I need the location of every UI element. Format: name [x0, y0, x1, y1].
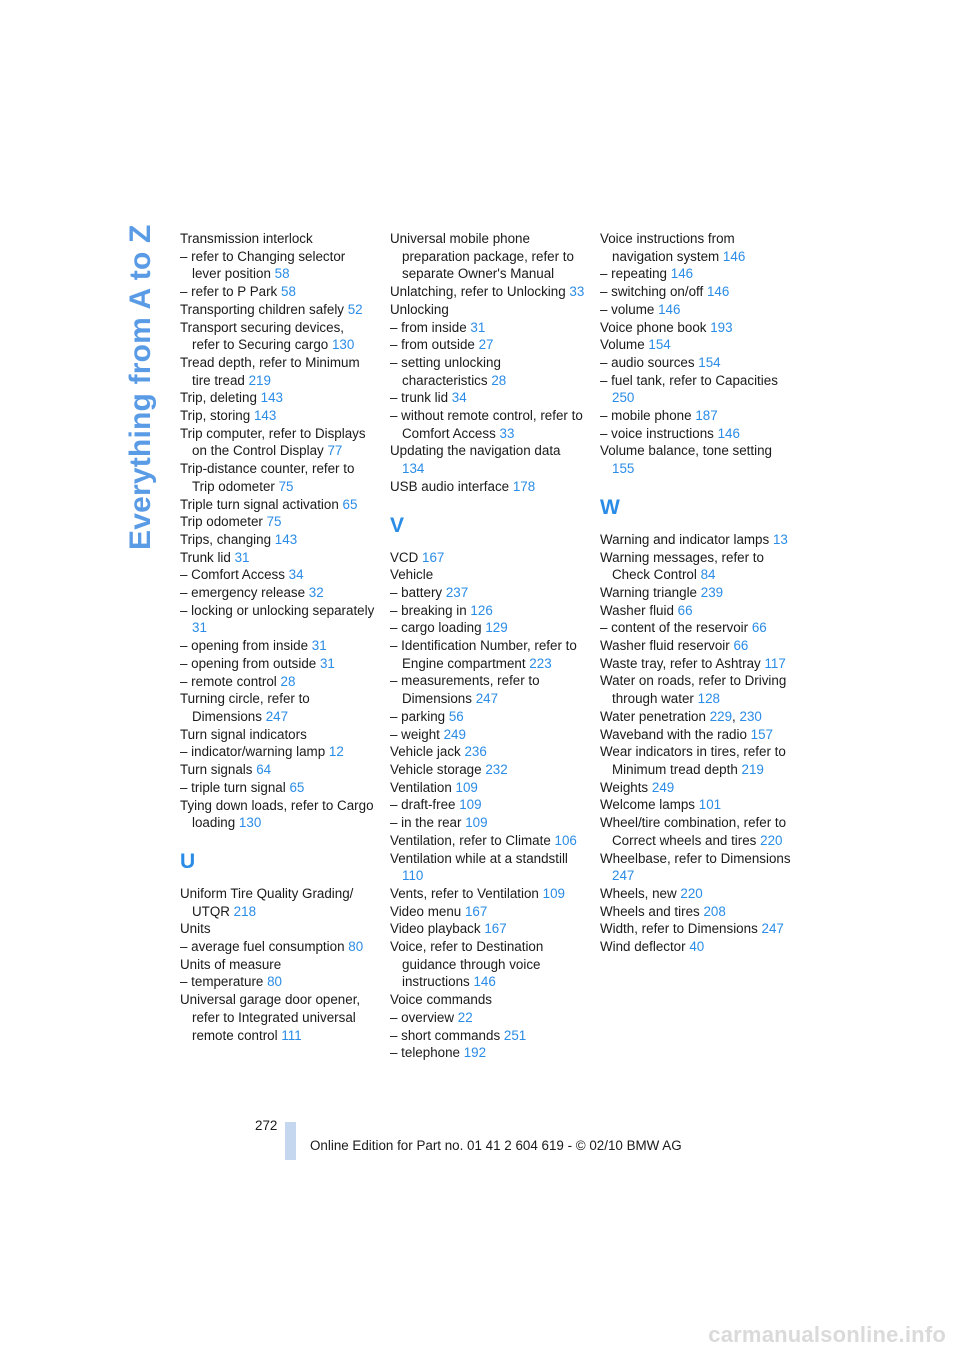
index-entry-text: – content of the reservoir	[600, 620, 749, 636]
page-link[interactable]: 28	[280, 673, 296, 689]
page-link[interactable]: 66	[733, 638, 749, 654]
index-entry-text: Water penetration	[600, 708, 706, 724]
page-link[interactable]: 193	[710, 319, 733, 335]
index-entry-text: – audio sources	[600, 354, 695, 370]
page-link[interactable]: 31	[470, 319, 486, 335]
page-link[interactable]: 32	[308, 585, 324, 601]
index-entry	[390, 584, 585, 602]
index-entry-text: – opening from outside	[180, 655, 317, 671]
page-link[interactable]: 230	[739, 708, 762, 724]
page-link[interactable]: 12	[328, 744, 344, 760]
index-entry-text: – repeating	[600, 266, 668, 282]
index-entry	[600, 549, 795, 584]
index-entry-text: – fuel tank, refer to Capacities	[600, 372, 778, 388]
page-link[interactable]: 187	[695, 408, 718, 424]
index-entry-text: – volume	[600, 301, 655, 317]
index-entry-text: Washer fluid reservoir	[600, 638, 730, 654]
page-link[interactable]: 249	[443, 726, 466, 742]
page-link[interactable]: 247	[475, 691, 499, 707]
index-entry	[180, 301, 375, 319]
index-entry	[600, 584, 795, 602]
index-entry	[180, 761, 375, 779]
index-entry-text: Unlatching, refer to Unlocking	[390, 284, 566, 300]
page-link[interactable]: 75	[278, 478, 294, 494]
index-entry-text: Trunk lid	[180, 549, 231, 565]
index-entry	[180, 248, 375, 283]
index-entry	[390, 602, 585, 620]
index-entry-text: Wheels, new	[600, 885, 677, 901]
page-link[interactable]: 109	[459, 797, 482, 813]
page-link[interactable]: 134	[402, 461, 425, 477]
index-entry-text: – mobile phone	[600, 408, 692, 424]
index-entry	[600, 637, 795, 655]
index-entry-text: Water on roads, refer to Driving through water	[600, 673, 787, 707]
index-entry-text: – weight	[390, 726, 440, 742]
index-entry	[180, 938, 375, 956]
index-entry-text: Width, refer to Dimensions	[600, 921, 758, 937]
index-entry	[600, 230, 795, 265]
index-entry-text: – from outside	[390, 337, 475, 353]
page-link[interactable]: 40	[689, 939, 705, 955]
page-link[interactable]: 130	[331, 337, 355, 353]
index-entry-text: Voice, refer to Destination guidance through voice instructions	[390, 939, 544, 990]
index-entry	[390, 354, 585, 389]
index-entry-text: Wind deflector	[600, 939, 686, 955]
index-entry-text: – measurements, refer to Dimensions	[390, 673, 540, 707]
index-entry	[600, 602, 795, 620]
index-entry-text: Vehicle	[390, 567, 434, 583]
index-entry	[180, 797, 375, 832]
index-entry-text: – temperature	[180, 974, 264, 990]
page-link[interactable]: 66	[751, 620, 767, 636]
page-link[interactable]: 232	[485, 761, 508, 777]
index-entry-text: Turning circle, refer to Dimensions	[180, 691, 310, 724]
index-entry	[180, 991, 375, 1044]
page-link[interactable]: 64	[256, 762, 272, 778]
index-entry-text: – trunk lid	[390, 390, 449, 406]
index-entry-text: Weights	[600, 779, 649, 795]
index-entry-text: Uniform Tire Quality Grading/ UTQR	[180, 885, 354, 919]
index-entry	[180, 407, 375, 425]
page-link[interactable]: 33	[569, 284, 585, 300]
page-link[interactable]: 146	[658, 301, 681, 317]
index-entry	[390, 743, 585, 761]
index-entry-text: Washer fluid	[600, 602, 674, 618]
index-entry	[390, 549, 585, 567]
index-entry-text: Warning messages, refer to Check Control	[600, 549, 764, 583]
index-entry-text: – draft-free	[390, 797, 456, 813]
index-entry	[180, 230, 375, 248]
index-entry-text: Vehicle jack	[390, 744, 461, 760]
index-entry	[390, 1027, 585, 1045]
index-entry	[390, 814, 585, 832]
index-entry	[600, 903, 795, 921]
side-title	[124, 224, 158, 550]
index-entry	[600, 301, 795, 319]
page-link[interactable]: 143	[274, 531, 298, 547]
index-entry-text: Volume balance, tone setting	[600, 443, 772, 459]
index-entry	[390, 301, 585, 319]
index-entry-text: Turn signal indicators	[180, 726, 307, 742]
index-entry-text: Wear indicators in tires, refer to Minimum tread depth	[600, 744, 786, 777]
page-link[interactable]: 106	[554, 832, 577, 848]
page-link[interactable]: 31	[234, 549, 250, 565]
index-entry	[600, 354, 795, 372]
index-entry-text: Transport securing devices, refer to Securing cargo	[180, 319, 344, 353]
index-entry-text: Voice instructions from navigation system	[600, 231, 735, 264]
page-link[interactable]: 80	[267, 974, 283, 990]
index-entry	[600, 938, 795, 956]
page-link[interactable]: 109	[455, 779, 478, 795]
page-link[interactable]: 236	[464, 744, 487, 760]
index-entry-text: USB audio interface	[390, 478, 510, 494]
page-link[interactable]: 219	[741, 761, 764, 777]
page-link[interactable]: 128	[697, 691, 720, 707]
page-link[interactable]: 154	[648, 337, 671, 353]
index-entry	[390, 885, 585, 903]
index-entry-text: – refer to Changing selector lever position	[180, 248, 346, 282]
index-entry-text: VCD	[390, 549, 419, 565]
index-entry-text: Transmission interlock	[180, 231, 313, 246]
index-entry-text: – telephone	[390, 1045, 460, 1061]
index-entry-text: Voice phone book	[600, 319, 707, 335]
index-entry-text: – Comfort Access	[180, 567, 285, 583]
page-link[interactable]: 22	[457, 1009, 473, 1025]
page-link[interactable]: 33	[499, 425, 515, 441]
index-entry	[390, 319, 585, 337]
index-entry-text: – voice instructions	[600, 425, 714, 441]
index-entry-text: Waste tray, refer to Ashtray	[600, 655, 761, 671]
index-entry-text: – parking	[390, 708, 446, 724]
page-link[interactable]: 13	[772, 531, 788, 547]
index-entry	[180, 779, 375, 797]
index-entry	[600, 425, 795, 443]
index-entry-text: Turn signals	[180, 762, 253, 778]
index-entry	[180, 549, 375, 567]
index-entry-text: Vehicle storage	[390, 761, 482, 777]
index-entry-text: Ventilation	[390, 779, 452, 795]
index-entry	[600, 920, 795, 938]
page-link[interactable]: 117	[764, 655, 786, 671]
page-link[interactable]: 34	[288, 567, 304, 583]
page-link[interactable]: 31	[192, 620, 207, 636]
index-entry	[600, 796, 795, 814]
index-entry	[180, 726, 375, 744]
page-link[interactable]: 167	[484, 921, 507, 937]
letter-heading: U	[180, 849, 196, 873]
index-entry	[180, 920, 375, 938]
page-link[interactable]: 34	[451, 390, 467, 406]
index-entry	[600, 726, 795, 744]
page-link[interactable]: 65	[342, 496, 358, 512]
index-entry	[390, 283, 585, 301]
index-entry	[600, 531, 795, 549]
index-entry-text: Tying down loads, refer to Cargo loading	[180, 797, 374, 831]
page-link[interactable]: 52	[347, 301, 363, 317]
index-entry-text: Vents, refer to Ventilation	[390, 885, 539, 901]
index-entry	[390, 230, 585, 283]
index-entry	[390, 637, 585, 672]
index-entry	[180, 885, 375, 920]
index-entry	[600, 336, 795, 354]
index-entry-text: – battery	[390, 584, 443, 600]
index-entry	[180, 743, 375, 761]
page-link[interactable]: 157	[750, 726, 773, 742]
index-entry	[600, 885, 795, 903]
index-entry-text: – setting unlocking characteristics	[390, 354, 501, 388]
index-entry-text: Triple turn signal activation	[180, 496, 339, 512]
index-entry-text: Trip computer, refer to Displays on the Control Display	[180, 425, 366, 459]
index-entry	[180, 389, 375, 407]
index-entry	[180, 690, 375, 725]
index-column-3	[600, 230, 795, 956]
page-link[interactable]: 27	[478, 337, 494, 353]
index-column-2	[390, 230, 585, 1062]
index-entry	[180, 354, 375, 389]
page-link[interactable]: 84	[700, 567, 716, 583]
letter-heading: W	[600, 495, 620, 519]
index-entry	[390, 336, 585, 354]
footer-edition-text: Online Edition for Part no. 01 41 2 604 619 - © 02/10 BMW AG	[310, 1138, 682, 1153]
index-entry	[600, 779, 795, 797]
page-link[interactable]: 110	[402, 868, 424, 884]
index-entry-text: – switching on/off	[600, 284, 704, 300]
index-entry-text: – from inside	[390, 319, 467, 335]
index-entry	[600, 619, 795, 637]
index-entry	[600, 655, 795, 673]
index-entry-text: Ventilation, refer to Climate	[390, 832, 551, 848]
index-entry-text: – opening from inside	[180, 638, 309, 654]
index-entry	[180, 655, 375, 673]
index-entry	[180, 425, 375, 460]
index-entry-text: – breaking in	[390, 602, 467, 618]
index-entry-text: Universal garage door opener, refer to Integrated universal remote control	[180, 992, 361, 1043]
page-link[interactable]: 192	[463, 1045, 487, 1061]
index-entry: Water penetration 229, 230	[600, 708, 762, 724]
page-link[interactable]: 247	[761, 921, 784, 937]
index-entry-text: – indicator/warning lamp	[180, 744, 326, 760]
page-link[interactable]: 143	[253, 408, 277, 424]
index-entry-text: Voice commands	[390, 992, 492, 1008]
page-link[interactable]: 220	[760, 832, 783, 848]
index-entry	[180, 531, 375, 549]
index-entry-text: Waveband with the radio	[600, 726, 747, 742]
index-entry	[390, 938, 585, 991]
index-entry	[390, 442, 585, 477]
index-entry	[600, 319, 795, 337]
index-entry	[390, 407, 585, 442]
index-entry-text: – cargo loading	[390, 620, 482, 636]
page-link[interactable]: 66	[677, 602, 693, 618]
index-entry-text: Trips, changing	[180, 531, 272, 547]
index-entry	[390, 478, 585, 496]
index-entry	[390, 1009, 585, 1027]
page-link[interactable]: 218	[233, 903, 257, 919]
page-link[interactable]: 146	[717, 425, 740, 441]
page-link[interactable]: 80	[348, 939, 364, 955]
page-link[interactable]: 251	[503, 1027, 527, 1043]
footer-bar	[285, 1122, 296, 1160]
letter-heading: V	[390, 513, 405, 537]
page-link[interactable]: 31	[311, 638, 327, 654]
index-entry	[390, 779, 585, 797]
index-entry-text: Tread depth, refer to Minimum tire tread	[180, 354, 360, 388]
page-link[interactable]: 154	[698, 354, 721, 370]
index-entry	[600, 814, 795, 849]
index-entry	[390, 1044, 585, 1062]
page-link[interactable]: 167	[422, 549, 445, 565]
index-entry	[180, 637, 375, 655]
index-entry	[180, 513, 375, 531]
page-link[interactable]: 56	[448, 708, 464, 724]
index-entry	[390, 832, 585, 850]
page-link[interactable]: 219	[248, 372, 271, 388]
index-entry-text: Ventilation while at a standstill	[390, 850, 568, 866]
index-entry-text: Wheels and tires	[600, 903, 700, 919]
index-entry	[180, 602, 375, 637]
index-entry	[600, 850, 795, 885]
index-entry	[600, 672, 795, 707]
index-entry	[180, 584, 375, 602]
page-link[interactable]: 146	[706, 284, 730, 300]
index-entry	[180, 566, 375, 584]
index-entry	[390, 761, 585, 779]
page-link[interactable]: 146	[670, 266, 694, 282]
index-entry-text: – short commands	[390, 1027, 501, 1043]
index-entry-text: – Identification Number, refer to Engine compartment	[390, 638, 577, 671]
index-entry	[180, 283, 375, 301]
page-link[interactable]: 178	[512, 478, 536, 494]
index-entry-text: Trip, storing	[180, 408, 251, 424]
watermark: carmanualsonline.info	[708, 1322, 946, 1347]
page-link[interactable]: 126	[470, 602, 493, 618]
page-link[interactable]: 111	[281, 1027, 302, 1043]
page-link[interactable]: 129	[485, 620, 508, 636]
index-entry-text: Wheelbase, refer to Dimensions	[600, 850, 791, 866]
index-entry-text: Unlocking	[390, 301, 449, 317]
index-entry-text: Trip odometer	[180, 514, 263, 530]
index-entry	[390, 903, 585, 921]
index-entry-text: Updating the navigation data	[390, 443, 561, 459]
index-entry-text: Trip, deleting	[180, 390, 257, 406]
index-entry-text: – locking or unlocking separately	[180, 602, 375, 618]
index-entry	[600, 743, 795, 778]
index-entry-text: Transporting children safely	[180, 301, 344, 317]
index-entry	[390, 389, 585, 407]
index-entry-text: Trip-distance counter, refer to Trip odometer	[180, 461, 355, 494]
page-link[interactable]: 155	[612, 461, 635, 477]
index-entry-text: Wheel/tire combination, refer to Correct wheels and tires	[600, 815, 787, 848]
page-link[interactable]: 75	[266, 514, 282, 530]
page-link[interactable]: 247	[612, 868, 635, 884]
index-entry	[600, 283, 795, 301]
page-link[interactable]: 31	[319, 655, 335, 671]
index-entry	[180, 673, 375, 691]
index-entry	[390, 991, 585, 1009]
index-entry-text: Units	[180, 921, 211, 937]
index-entry-text: Warning and indicator lamps	[600, 531, 770, 547]
index-entry-text: Welcome lamps	[600, 797, 696, 813]
index-entry	[600, 372, 795, 407]
page-link[interactable]: 249	[651, 779, 675, 795]
index-entry	[600, 407, 795, 425]
index-entry	[390, 672, 585, 707]
index-entry	[390, 619, 585, 637]
index-entry-text: – average fuel consumption	[180, 939, 345, 955]
index-entry	[180, 973, 375, 991]
page-number: 272	[255, 1118, 278, 1133]
page-link[interactable]: 58	[274, 266, 290, 282]
index-entry	[390, 726, 585, 744]
index-entry-text: Units of measure	[180, 956, 282, 972]
page-link[interactable]: 65	[289, 779, 305, 795]
side-title-text: Everything from A to Z	[124, 224, 157, 550]
page-link[interactable]: 77	[327, 443, 343, 459]
index-entry	[390, 708, 585, 726]
index-entry	[180, 460, 375, 495]
page-link[interactable]: 130	[238, 815, 262, 831]
page-link[interactable]: 223	[529, 655, 552, 671]
index-entry-text: – without remote control, refer to Comfort Access	[390, 408, 583, 441]
index-entry-text: – triple turn signal	[180, 779, 286, 795]
index-entry-text: Universal mobile phone preparation package, refer to separate Owner's Manual	[390, 231, 574, 282]
index-entry-text: – in the rear	[390, 815, 462, 831]
index-entry-text: – remote control	[180, 673, 277, 689]
page-link[interactable]: 220	[680, 885, 703, 901]
index-entry	[600, 265, 795, 283]
page-link[interactable]: 247	[265, 708, 289, 724]
page-link[interactable]: 109	[465, 815, 488, 831]
index-entry-text: – overview	[390, 1009, 455, 1025]
page-link[interactable]: 146	[722, 248, 746, 264]
index-entry	[390, 920, 585, 938]
page-link[interactable]: 229	[709, 708, 733, 724]
index-entry	[180, 319, 375, 354]
index-entry	[390, 850, 585, 885]
index-entry	[180, 956, 375, 974]
page-link[interactable]: 208	[703, 903, 726, 919]
index-entry	[600, 442, 795, 477]
page-link[interactable]: 101	[698, 797, 722, 813]
index-entry-text: – refer to P Park	[180, 284, 278, 300]
page-link[interactable]: 167	[464, 903, 488, 919]
index-entry	[390, 796, 585, 814]
index-entry-text: – emergency release	[180, 585, 306, 601]
page-link[interactable]: 146	[473, 974, 496, 990]
index-entry-text: Video menu	[390, 903, 462, 919]
index-entry-text: Volume	[600, 337, 645, 353]
index-column-1	[180, 230, 375, 1044]
page-link[interactable]: 58	[281, 284, 296, 300]
index-entry-text: Video playback	[390, 921, 481, 937]
index-entry	[390, 566, 585, 584]
page-link[interactable]: 250	[612, 390, 635, 406]
index-entry-text: Warning triangle	[600, 584, 698, 600]
page-link[interactable]: 237	[445, 584, 469, 600]
page-link[interactable]: 28	[491, 372, 507, 388]
index-entry	[180, 496, 375, 514]
page-link[interactable]: 239	[700, 584, 724, 600]
page-link[interactable]: 143	[260, 390, 283, 406]
page-link[interactable]: 109	[542, 885, 565, 901]
